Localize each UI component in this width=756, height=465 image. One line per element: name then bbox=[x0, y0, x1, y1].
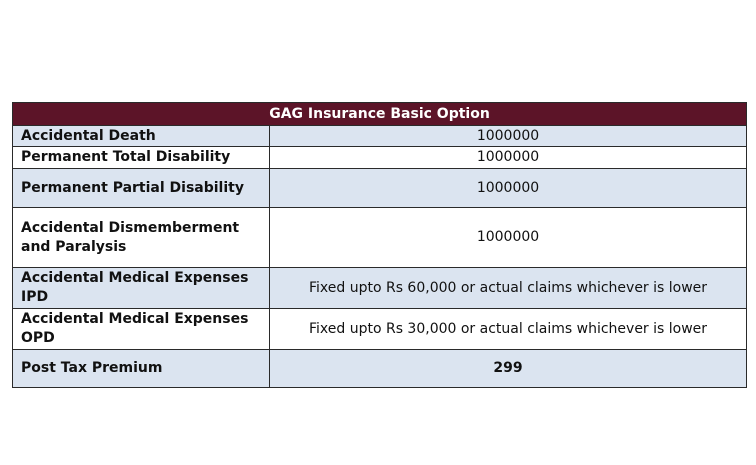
row-value: 299 bbox=[270, 350, 747, 388]
table-header-row bbox=[13, 103, 747, 126]
row-label: Accidental Death bbox=[13, 126, 270, 147]
table-row bbox=[13, 169, 747, 208]
table-row bbox=[13, 309, 747, 350]
table-row bbox=[13, 147, 747, 169]
insurance-table bbox=[12, 102, 747, 388]
row-label: Accidental Dismemberment and Paralysis bbox=[13, 208, 270, 268]
row-label: Accidental Medical Expenses IPD bbox=[13, 268, 270, 309]
row-value: 1000000 bbox=[270, 169, 747, 208]
row-value: 1000000 bbox=[270, 208, 747, 268]
row-label: Accidental Medical Expenses OPD bbox=[13, 309, 270, 350]
table-row bbox=[13, 208, 747, 268]
table-row bbox=[13, 350, 747, 388]
table-row bbox=[13, 268, 747, 309]
table-row bbox=[13, 126, 747, 147]
table-title: GAG Insurance Basic Option bbox=[13, 103, 747, 126]
row-label: Post Tax Premium bbox=[13, 350, 270, 388]
row-label: Permanent Partial Disability bbox=[13, 169, 270, 208]
row-value: 1000000 bbox=[270, 126, 747, 147]
row-value: 1000000 bbox=[270, 147, 747, 169]
row-label: Permanent Total Disability bbox=[13, 147, 270, 169]
row-value: Fixed upto Rs 60,000 or actual claims whichever is lower bbox=[270, 268, 747, 309]
row-value: Fixed upto Rs 30,000 or actual claims whichever is lower bbox=[270, 309, 747, 350]
